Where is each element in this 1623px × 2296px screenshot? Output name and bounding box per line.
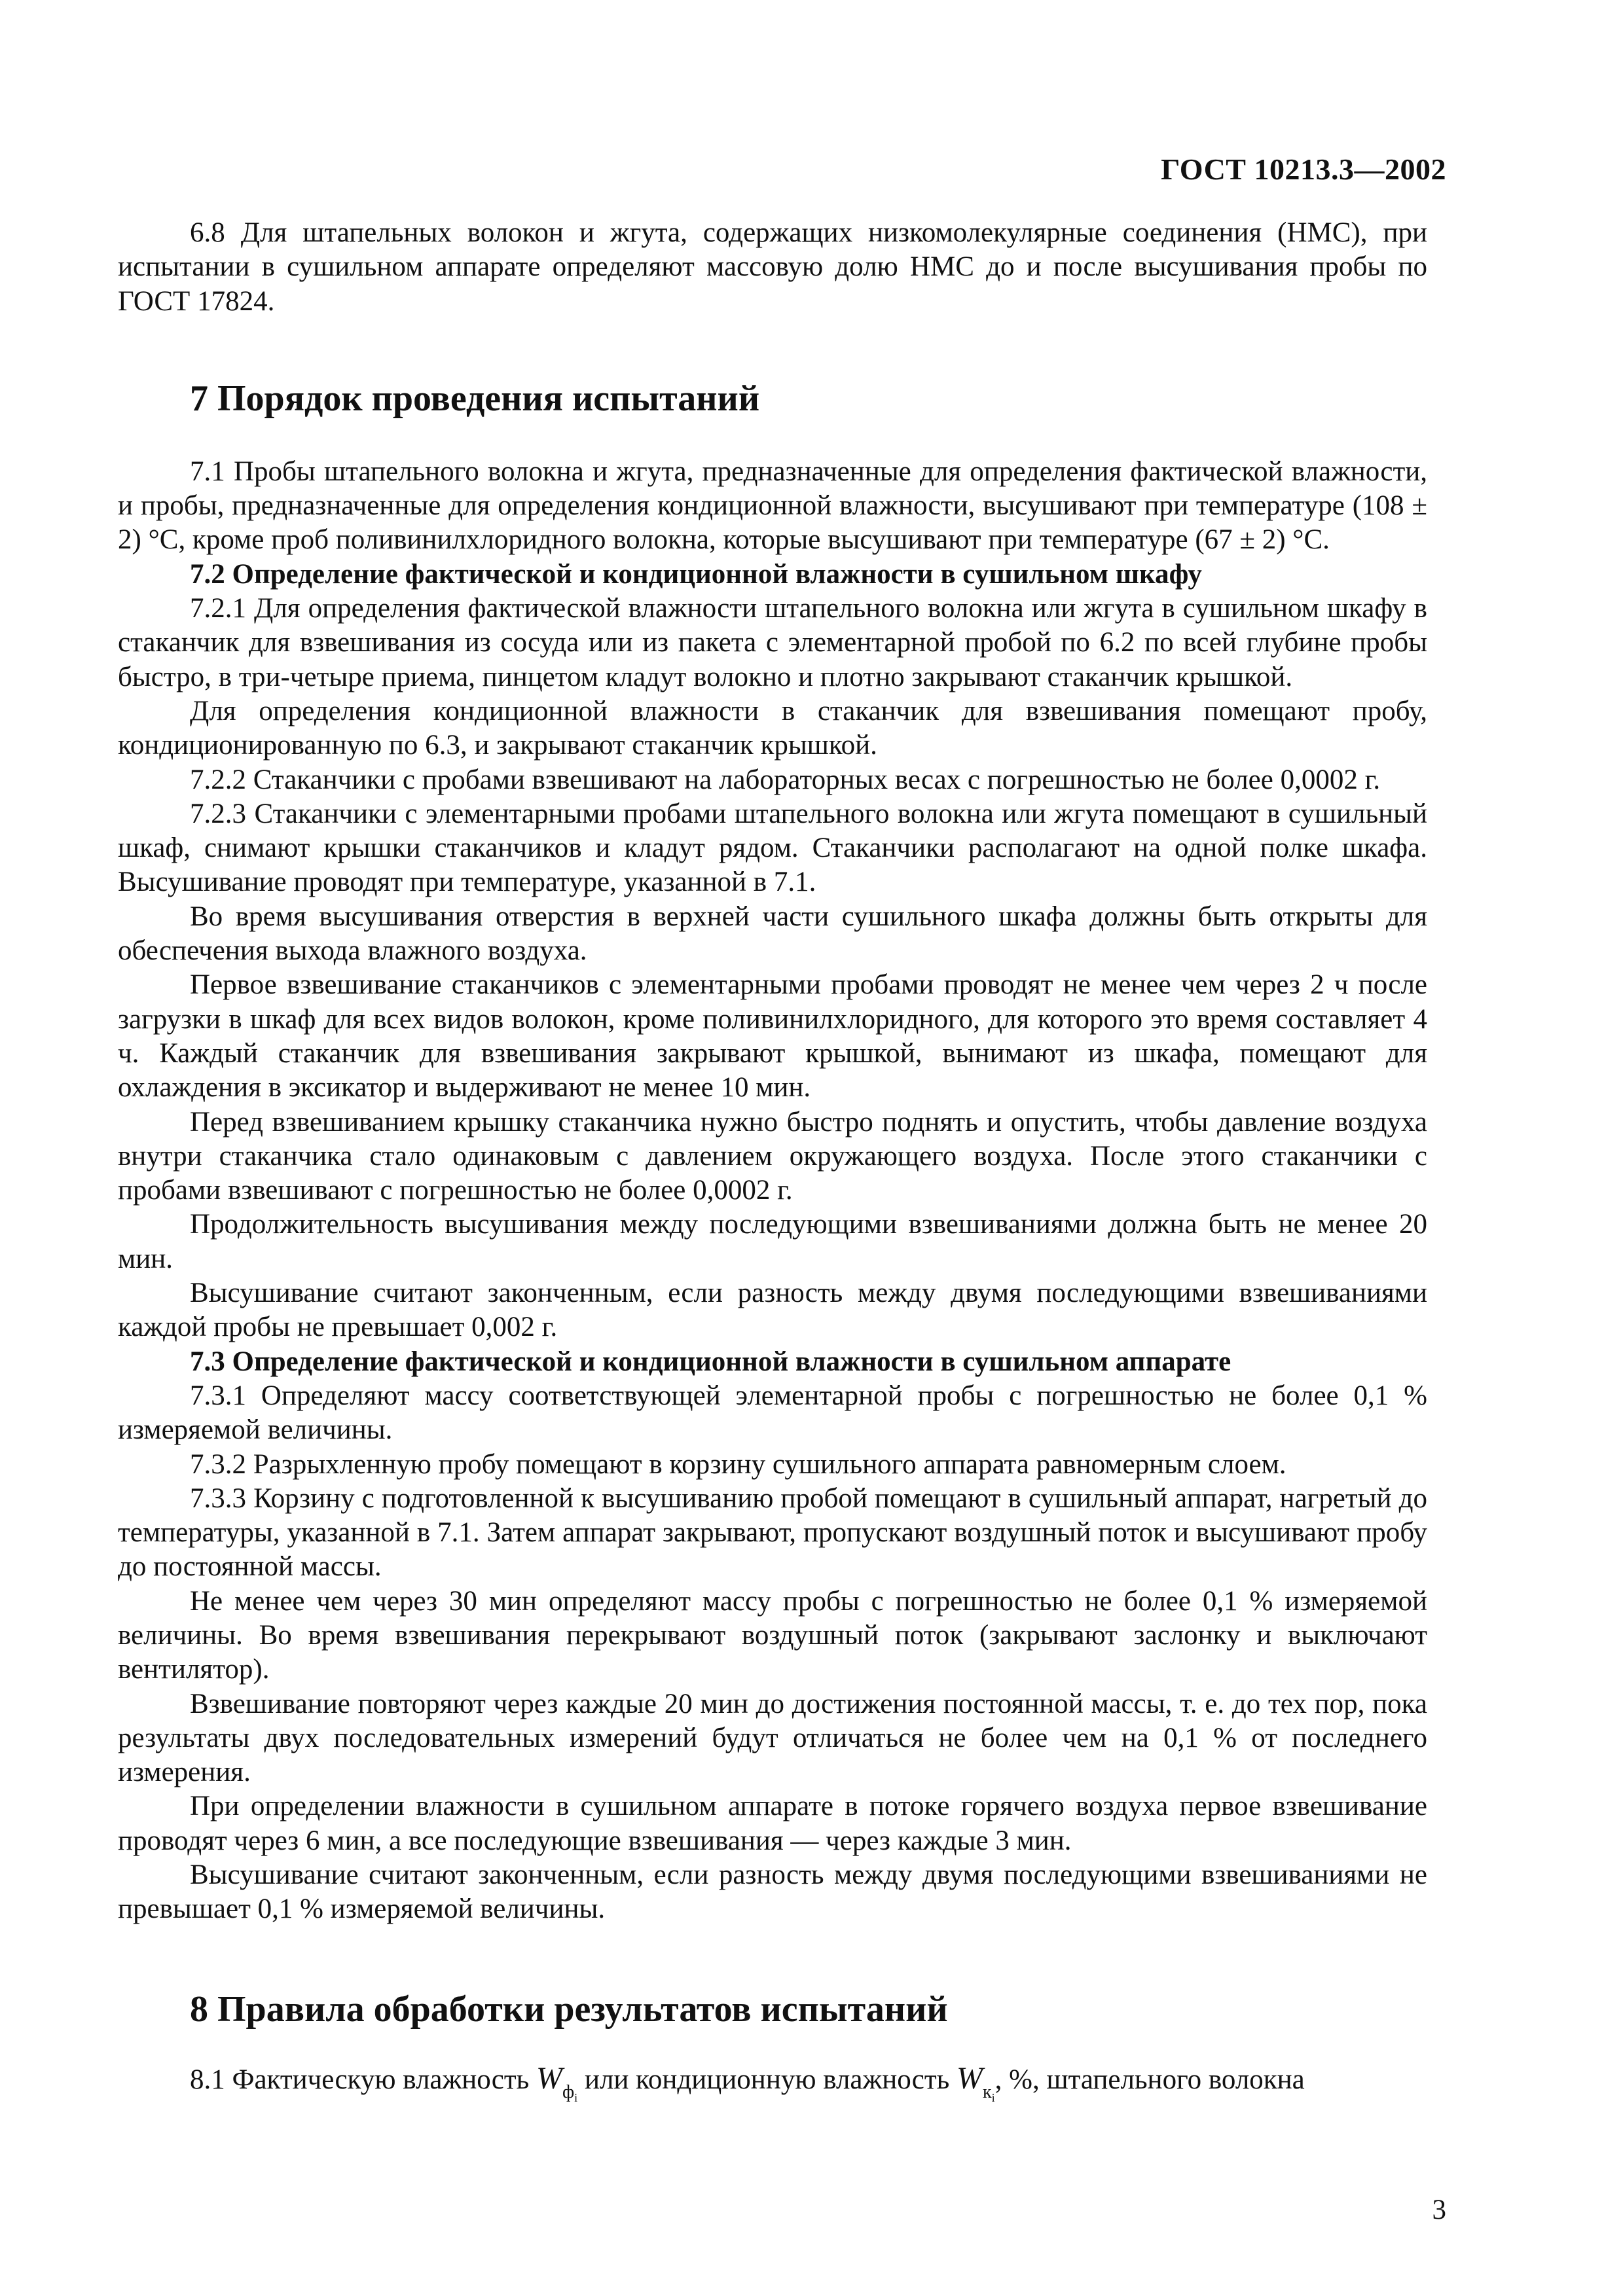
paragraph-7-3-3-c: Взвешивание повторяют через каждые 20 мин до достижения постоянной массы, т. е. до тех пор, пока результаты двух последовательных измерений будут отличаться не более чем на 0,1 % от последнего измерения. xyxy=(118,1688,1427,1788)
conditioned-moisture-symbol: $W_{к_i}$ xyxy=(957,2060,995,2104)
paragraph-7-2-3-c: Первое взвешивание стаканчиков с элементарными пробами проводят не менее чем через 2 ч после загрузки в шкаф для всех видов волокон, кроме поливинилхлоридного, для которого это время составляет 4 ч. Каждый стаканчик для взвешивания закрывают крышкой, вынимают из шкафа, помещают для охлаждения в эксикатор и выдерживают не менее 10 мин. xyxy=(118,969,1427,1103)
paragraph-7-2-3-f: Высушивание считают законченным, если разность между двумя последующими взвешиваниями каждой пробы не превышает 0,002 г. xyxy=(118,1278,1427,1343)
document-body xyxy=(118,216,1427,2115)
paragraph-7-2-3-e: Продолжительность высушивания между последующими взвешиваниями должна быть не менее 20 мин. xyxy=(118,1209,1427,1274)
paragraph-7-3-3-e: Высушивание считают законченным, если разность между двумя последующими взвешиваниями не превышает 0,1 % измеряемой величины. xyxy=(118,1859,1427,1925)
paragraph-6-8: 6.8 Для штапельных волокон и жгута, содержащих низкомолекулярные соединения (НМС), при испытании в сушильном аппарате определяют массовую долю НМС до и после высушивания пробы по ГОСТ 17824. xyxy=(118,217,1427,317)
paragraph-7-3-3: 7.3.3 Корзину с подготовленной к высушиванию пробой помещают в сушильный аппарат, нагретый до температуры, указанной в 7.1. Затем аппарат закрывают, пропускают воздушный поток и высушивают пробу до постоянной массы. xyxy=(118,1482,1427,1583)
actual-moisture-symbol: $W_{ф_i}$ xyxy=(536,2060,578,2104)
paragraph-7-2-1-b: Для определения кондиционной влажности в стаканчик для взвешивания помещают пробу, кондиционированную по 6.3, и закрывают стаканчик крышкой. xyxy=(118,695,1427,761)
paragraph-7-2-3-d: Перед взвешиванием крышку стаканчика нужно быстро поднять и опустить, чтобы давление воздуха внутри стаканчика стало одинаковым с давлением окружающего воздуха. После этого стаканчики с пробами взвешивают с погрешностью не более 0,0002 г. xyxy=(118,1106,1427,1206)
paragraph-8-1 xyxy=(118,2062,1427,2115)
section-7-title: 7 Порядок проведения испытаний xyxy=(190,378,760,419)
paragraph-7-1: 7.1 Пробы штапельного волокна и жгута, предназначенные для определения фактической влажности, и пробы, предназначенные для определения кондиционной влажности, высушивают при температуре (108 ± 2) °С, кроме проб поливинилхлоридного волокна, которые высушивают при температуре (67 ± 2) °С. xyxy=(118,456,1427,556)
paragraph-7-3-3-b: Не менее чем через 30 мин определяют массу пробы с погрешностью не более 0,1 % измеряемой величины. Во время взвешивания перекрывают воздушный поток (закрывают заслонку и выключают вентилятор). xyxy=(118,1585,1427,1685)
subsection-7-2-title: 7.2 Определение фактической и кондиционной влажности в сушильном шкафу xyxy=(190,558,1202,590)
subsection-7-3-title: 7.3 Определение фактической и кондиционной влажности в сушильном аппарате xyxy=(190,1346,1231,1377)
paragraph-7-3-2: 7.3.2 Разрыхленную пробу помещают в корзину сушильного аппарата равномерным слоем. xyxy=(190,1448,1286,1480)
page-number: 3 xyxy=(1432,2195,1446,2225)
paragraph-7-2-1: 7.2.1 Для определения фактической влажности штапельного волокна или жгута в сушильном шкафу в стаканчик для взвешивания из сосуда или из пакета с элементарной пробой по 6.2 по всей глубине пробы быстро, в три-четыре приема, пинцетом кладут волокно и плотно закрывают стаканчик крышкой. xyxy=(118,593,1427,692)
paragraph-8-1-text-a: 8.1 Фактическую влажность xyxy=(190,2064,530,2095)
paragraph-7-2-2: 7.2.2 Стаканчики с пробами взвешивают на лабораторных весах с погрешностью не более 0,0002 г. xyxy=(190,764,1381,795)
paragraph-7-2-3: 7.2.3 Стаканчики с элементарными пробами штапельного волокна или жгута помещают в сушильный шкаф, снимают крышки стаканчиков и кладут рядом. Стаканчики располагают на одной полке шкафа. Высушивание проводят при температуре, указанной в 7.1. xyxy=(118,798,1427,898)
paragraph-8-1-text-c: , %, штапельного волокна xyxy=(994,2064,1305,2095)
paragraph-7-3-3-d: При определении влажности в сушильном аппарате в потоке горячего воздуха первое взвешивание проводят через 6 мин, а все последующие взвешивания — через каждые 3 мин. xyxy=(118,1791,1427,1856)
standard-header: ГОСТ 10213.3—2002 xyxy=(1161,152,1446,186)
paragraph-7-3-1: 7.3.1 Определяют массу соответствующей элементарной пробы с погрешностью не более 0,1 % измеряемой величины. xyxy=(118,1380,1427,1446)
paragraph-8-1-text-b: или кондиционную влажность xyxy=(584,2064,950,2095)
paragraph-7-2-3-b: Во время высушивания отверстия в верхней части сушильного шкафа должны быть открыты для обеспечения выхода влажного воздуха. xyxy=(118,901,1427,967)
section-8-title: 8 Правила обработки результатов испытаний xyxy=(190,1988,948,2030)
